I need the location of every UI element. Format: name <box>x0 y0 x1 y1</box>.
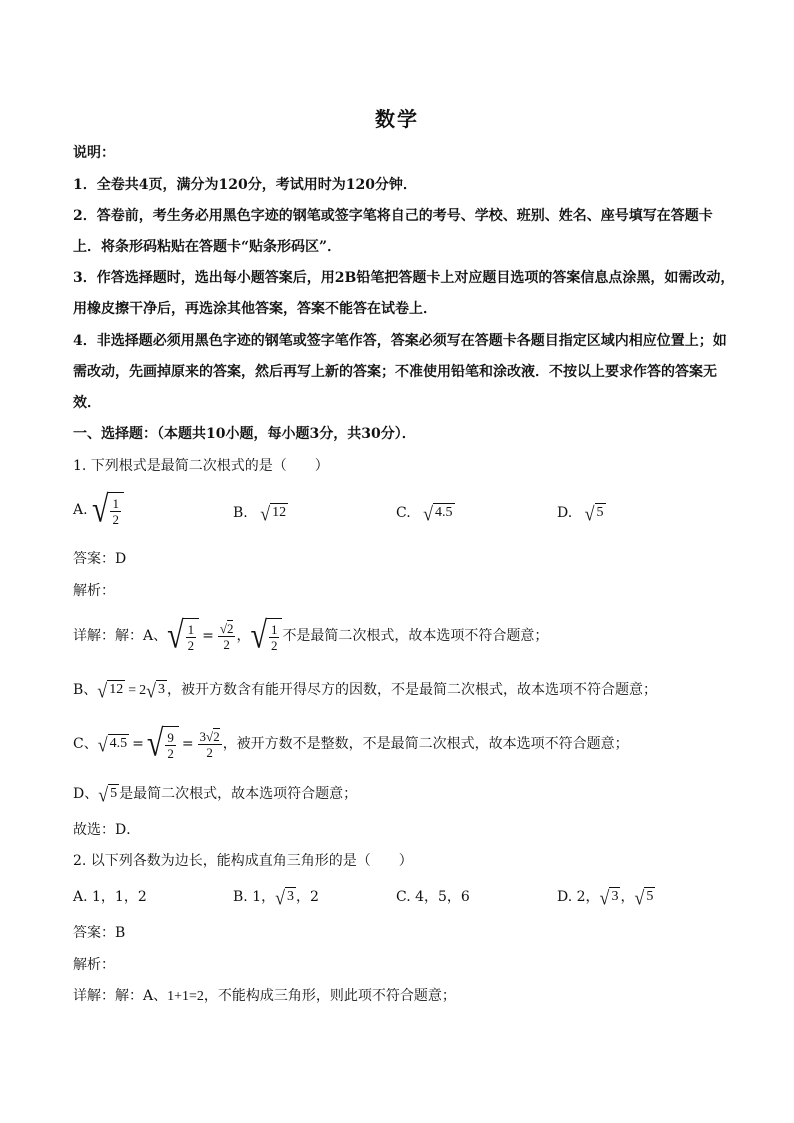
question-2-stem: 2. 以下列各数为边长，能构成直角三角形的是（ ） <box>73 853 413 869</box>
question-2-option-c[interactable]: C. 4，5，6 <box>396 889 470 905</box>
question-1-stem: 1. 下列根式是最简二次根式的是（ ） <box>73 458 329 474</box>
question-1-option-c[interactable]: C. √ 4.5 <box>396 503 453 525</box>
question-2-answer: 答案：B <box>73 925 126 941</box>
instruction-2-line1: 2．答卷前，考生务必用黑色字迹的钢笔或签字笔将自己的考号、学校、班别、姓名、座号填写在答题卡 <box>73 208 713 224</box>
instruction-3-line1: 3．作答选择题时，选出每小题答案后，用2B铅笔把答题卡上对应题目选项的答案信息点涂黑，如需改动， <box>73 270 735 286</box>
instruction-4-line3: 效． <box>73 395 101 411</box>
question-1-detail-d: D、√ 5 是最简二次根式，故本选项符合题意； <box>73 784 358 806</box>
option-c-label: C. <box>396 505 411 521</box>
option-d-radicand: 5 <box>596 505 604 520</box>
option-c-radicand: 4.5 <box>435 505 453 520</box>
option-a-label: A. <box>73 502 88 518</box>
section-heading: 一、选择题：（本题共10小题，每小题3分，共30分）． <box>73 426 416 442</box>
instruction-3-line2: 用橡皮擦干净后，再选涂其他答案，答案不能答在试卷上． <box>73 301 437 317</box>
question-1-detail-c: C、√ 4.5 = √ $\frac{9}{2}$ = $\frac{3√2}{2}$ ，被开方数不是整数，不是最简二次根式，故本选项不符合题意； <box>73 722 629 764</box>
instruction-4-line2: 需改动，先画掉原来的答案，然后再写上新的答案；不准使用铅笔和涂改液．不按以上要求作答的答案无 <box>73 364 717 380</box>
option-d-label: D. <box>557 505 573 521</box>
instruction-2-line2: 上．将条形码粘贴在答题卡“贴条形码区”． <box>73 239 342 255</box>
question-1-conclusion: 故选：D． <box>73 822 141 838</box>
question-1-answer: 答案：D <box>73 551 127 567</box>
page-title: 数学 <box>375 107 419 131</box>
option-b-label: B. <box>233 505 248 521</box>
question-1-option-d[interactable]: D. √ 5 <box>557 503 604 525</box>
question-2-option-b[interactable]: B. 1，√ 3 ，2 <box>233 887 319 909</box>
question-1-detail-b: B、√ 12 = 2√ 3 ，被开方数含有能开得尽方的因数，不是最简二次根式，故本选项不符合题意； <box>73 680 657 702</box>
question-2-analysis-label: 解析： <box>73 957 115 973</box>
question-2-option-d[interactable]: D. 2，√ 3 ，√ 5 <box>557 887 654 909</box>
question-2-detail-a: 详解：解：A、1+1=2，不能构成三角形，则此项不符合题意； <box>73 988 456 1004</box>
instruction-1: 1．全卷共4页，满分为120分，考试用时为120分钟． <box>73 177 417 193</box>
question-2-option-a[interactable]: A. 1，1，2 <box>73 889 147 905</box>
sqrt-half: √ $\frac{1}{2}$ <box>92 492 124 528</box>
instruction-4-line1: 4．非选择题必须用黑色字迹的钢笔或签字笔作答，答案必须写在答题卡各题目指定区域内相应位置上；如 <box>73 333 727 349</box>
option-b-radicand: 12 <box>272 505 287 520</box>
question-1-option-b[interactable]: B. √ 12 <box>233 503 287 525</box>
question-1-analysis-label: 解析： <box>73 583 115 599</box>
question-1-option-a[interactable] <box>73 488 124 530</box>
question-1-detail-a: 详解：解：A、 √ $\frac{1}{2}$ = $\frac{√2}{2}$ ， √ $\frac{1}{2}$ 不是最简二次根式，故本选项不符合题意； <box>73 614 549 656</box>
instructions-heading: 说明： <box>73 145 115 161</box>
